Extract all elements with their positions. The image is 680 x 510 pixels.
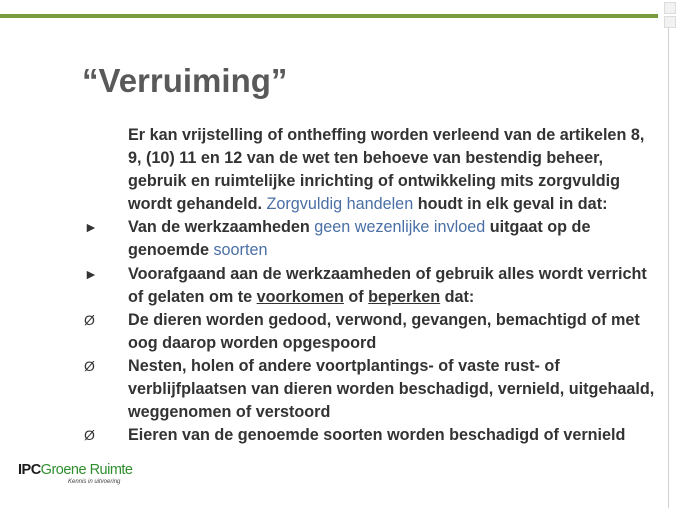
arrow-bullet-icon: Ø xyxy=(84,357,95,374)
list-item xyxy=(0,309,656,355)
arrow-bullet-icon: Ø xyxy=(84,427,95,444)
list-item xyxy=(0,424,656,447)
list-item xyxy=(0,355,656,424)
intro-text-end: houdt in elk geval in dat: xyxy=(413,195,608,214)
item-accent: soorten xyxy=(213,241,268,260)
intro-text: Er kan vrijstelling of ontheffing worden verleend van de artikelen 8, 9, (10) 11 en 12 van de wet ten behoeve van bestendig beheer, gebruik en ruimtelijke inrichting of ontwikkeling mits zorgvuldig wordt gehandeld. xyxy=(128,126,645,214)
item-text: De dieren worden gedood, verwond, gevangen, bemachtigd of met oog daarop worden opgespoord xyxy=(128,310,640,352)
ipc-logo xyxy=(18,461,136,491)
list-item xyxy=(0,263,656,309)
logo-green-text: Groene Ruimte xyxy=(40,462,133,478)
item-text: Nesten, holen of andere voortplantings- of vaste rust- of verblijfplaatsen van dieren worden beschadigd, vernield, uitgehaald, weggenomen of verstoord xyxy=(128,356,655,422)
triangle-bullet-icon: ► xyxy=(84,219,98,236)
item-text: of xyxy=(343,287,369,306)
logo-ipc-text: IPC xyxy=(18,462,41,478)
list-item xyxy=(0,216,656,262)
logo-tagline: Kennis in uitvoering xyxy=(68,479,121,485)
triangle-bullet-icon: ► xyxy=(84,265,98,282)
slide-body xyxy=(0,124,680,447)
intro-paragraph xyxy=(0,124,656,216)
item-text: dat: xyxy=(440,287,475,306)
arrow-bullet-icon: Ø xyxy=(84,311,95,328)
intro-accent: Zorgvuldig handelen xyxy=(266,195,414,214)
item-underlined: voorkomen xyxy=(256,287,344,306)
corner-square xyxy=(664,16,676,28)
item-text: Voorafgaand aan de werkzaamheden of gebruik alles wordt verricht of gelaten om te xyxy=(128,264,647,306)
item-accent: geen wezenlijke invloed xyxy=(314,218,486,237)
corner-square xyxy=(664,2,676,14)
item-underlined: beperken xyxy=(368,287,441,306)
item-text: uitgaat op de genoemde xyxy=(128,218,591,260)
top-bar xyxy=(0,14,658,18)
item-text: Van de werkzaamheden xyxy=(128,218,315,237)
item-text: Eieren van de genoemde soorten worden beschadigd of vernield xyxy=(128,426,626,445)
slide-title: “Verruiming” xyxy=(82,62,288,99)
